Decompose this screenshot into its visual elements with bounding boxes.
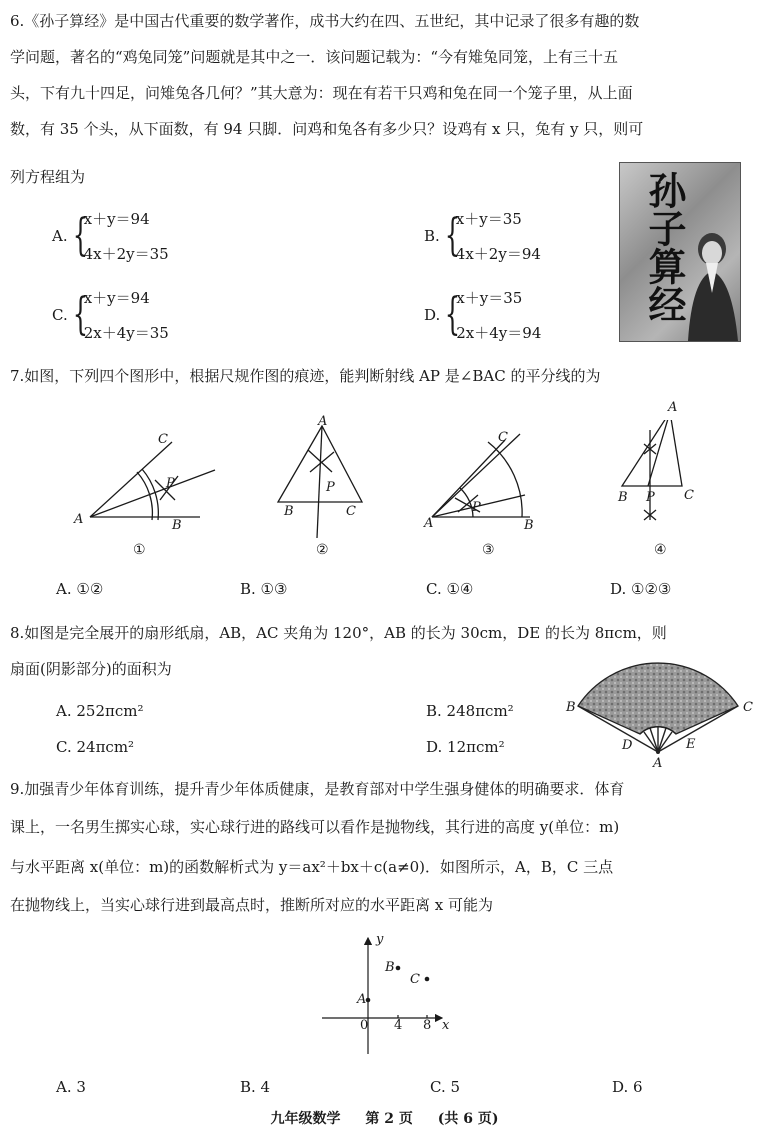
q8-line-2: 扇面(阴影部分)的面积为: [10, 660, 172, 678]
figure-3-label: ③: [482, 542, 495, 558]
q7-option-b[interactable]: B. ①③: [240, 580, 288, 598]
fig2-label-c: C: [346, 504, 356, 519]
q7-option-a[interactable]: A. ①②: [56, 580, 104, 598]
fig3-label-a: A: [424, 516, 434, 531]
q8-line-1: 8.如图是完全展开的扇形纸扇，AB，AC 夹角为 120°，AB 的长为 30cm，DE 的长为 8πcm，则: [10, 624, 667, 642]
q9-option-c[interactable]: C. 5: [430, 1078, 461, 1096]
q9-line-2: 课上，一名男生掷实心球，实心球行进的路线可以看作是抛物线，其行进的高度 y(单位：m): [10, 818, 620, 836]
footer-subject: 九年级数学: [270, 1111, 341, 1127]
fan-label-d: D: [622, 738, 633, 753]
q6-line-5: 列方程组为: [10, 168, 86, 186]
q6-line-2: 学问题，著名的“鸡兔同笼”问题就是其中之一．该问题记载为：“今有雉兔同笼，上有三十五: [10, 48, 619, 66]
q6-line-3: 头，下有九十四足，问雉兔各几何？”其大意为：现在有若干只鸡和兔在同一个笼子里，从上面: [10, 84, 633, 102]
fig3-label-c: C: [498, 430, 508, 445]
q9-option-d[interactable]: D. 6: [612, 1078, 643, 1096]
footer-page: 第 2 页: [365, 1111, 413, 1127]
x-tick-4: 4: [394, 1018, 403, 1033]
q6-option-b[interactable]: B. { x＋y＝35 4x＋2y＝94: [424, 210, 541, 263]
page-footer: [0, 1108, 769, 1128]
fig2-label-p: P: [326, 480, 335, 495]
q8-option-c[interactable]: C. 24πcm²: [56, 738, 135, 756]
q7-option-d[interactable]: D. ①②③: [610, 580, 672, 598]
q9-line-3: 与水平距离 x(单位：m)的函数解析式为 y＝ax²＋bx＋c(a≠0)．如图所示，A，B，C 三点: [10, 858, 614, 876]
origin-label: 0: [360, 1018, 369, 1033]
scholar-figure-icon: [682, 223, 740, 341]
figure-3-drawing: [432, 434, 530, 517]
fan-label-c: C: [743, 700, 753, 715]
fig4-label-p: P: [646, 490, 655, 505]
q6-line-1: 6.《孙子算经》是中国古代重要的数学著作，成书大约在四、五世纪，其中记录了很多有趣的数: [10, 12, 640, 30]
q6-option-a[interactable]: A. { x＋y＝94 4x＋2y＝35: [52, 210, 169, 263]
fig2-label-b: B: [284, 504, 294, 519]
q7-stem: 7.如图，下列四个图形中，根据尺规作图的痕迹，能判断射线 AP 是∠BAC 的平分线的为: [10, 367, 601, 385]
q8-option-b[interactable]: B. 248πcm²: [426, 702, 514, 720]
brace-icon: {: [444, 210, 460, 261]
fig3-label-b: B: [524, 518, 534, 533]
x-axis-label: x: [442, 1018, 450, 1033]
fan-pivot-point: [656, 750, 660, 754]
fig2-label-a: A: [318, 414, 328, 429]
figure-4-drawing: [622, 420, 682, 520]
fig1-label-a: A: [74, 512, 84, 527]
book-cover-title: 孙子算经: [642, 171, 687, 323]
q9-line-1: 9.加强青少年体育训练，提升青少年体质健康，是教育部对中学生强身健体的明确要求．体育: [10, 780, 625, 798]
q9-option-b[interactable]: B. 4: [240, 1078, 271, 1096]
point-b: [396, 966, 401, 971]
footer-total: (共 6 页): [437, 1111, 499, 1127]
q9-option-a[interactable]: A. 3: [56, 1078, 86, 1096]
point-c: [425, 977, 430, 982]
y-axis-label: y: [376, 932, 384, 947]
book-cover-image: [619, 162, 741, 342]
brace-icon: {: [72, 210, 88, 261]
q6-option-d[interactable]: D. { x＋y＝35 2x＋4y＝94: [424, 289, 542, 342]
q9-line-4: 在抛物线上，当实心球行进到最高点时，推断所对应的水平距离 x 可能为: [10, 896, 493, 914]
point-a-label: A: [357, 992, 367, 1007]
q8-option-d[interactable]: D. 12πcm²: [426, 738, 505, 756]
q7-option-c[interactable]: C. ①④: [426, 580, 474, 598]
fig4-label-c: C: [684, 488, 694, 503]
q9-coordinate-graph: [318, 932, 458, 1058]
fig1-label-b: B: [172, 518, 182, 533]
point-c-label: C: [410, 972, 420, 987]
figure-2-drawing: [278, 426, 362, 538]
point-b-label: B: [385, 960, 395, 975]
fig4-label-b: B: [618, 490, 628, 505]
x-tick-8: 8: [423, 1018, 432, 1033]
fan-figure: [568, 636, 748, 758]
figure-2-label: ②: [316, 542, 329, 558]
fan-label-e: E: [686, 737, 696, 752]
fan-label-b: B: [566, 700, 576, 715]
q8-option-a[interactable]: A. 252πcm²: [56, 702, 144, 720]
fig1-label-p: P: [166, 476, 175, 491]
figure-1-drawing: [90, 442, 215, 520]
brace-icon: {: [444, 289, 461, 340]
fig1-label-c: C: [158, 432, 168, 447]
q6-option-c[interactable]: C. { x＋y＝94 2x＋4y＝35: [52, 289, 169, 342]
q6-line-4: 数，有 35 个头，从下面数，有 94 只脚．问鸡和兔各有多少只？设鸡有 x 只，兔有 y 只，则可: [10, 120, 644, 138]
fig4-label-a: A: [668, 400, 678, 415]
fig3-label-p: P: [472, 500, 481, 515]
brace-icon: {: [72, 289, 88, 340]
fan-label-a: A: [653, 756, 663, 771]
figure-4-label: ④: [654, 542, 667, 558]
figure-1-label: ①: [133, 542, 146, 558]
